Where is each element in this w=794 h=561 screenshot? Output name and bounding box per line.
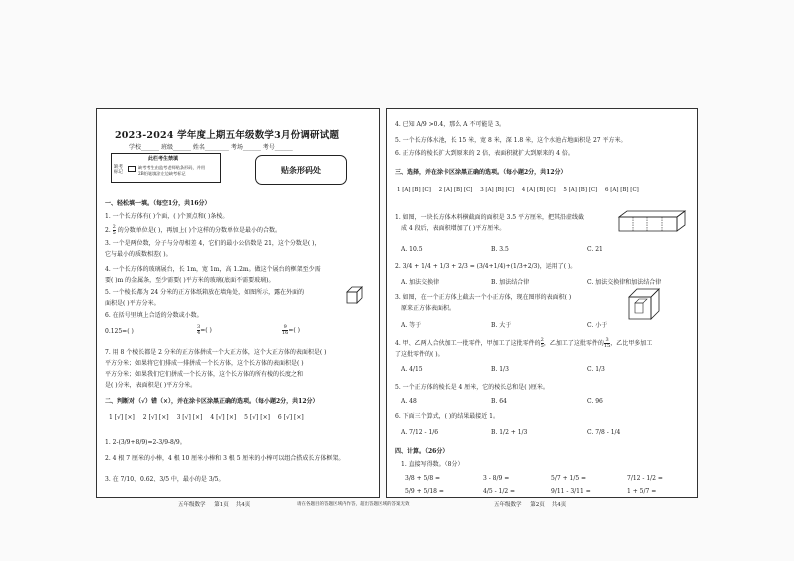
calc-1-3: 5/7 + 1/5 = <box>551 475 587 482</box>
frac-den: 5 <box>112 230 116 236</box>
frac-num: 2 <box>540 337 544 343</box>
bubble-6[interactable]: 6 [√] [×] <box>277 414 304 421</box>
frac-num: 3 <box>605 337 609 343</box>
choice-4-option-a: A. 4/15 <box>401 366 423 373</box>
choice-bubble-3[interactable]: 3 [A] [B] [C] <box>480 187 515 193</box>
frac-num: 3 <box>197 324 201 330</box>
absence-mark-box <box>128 166 136 172</box>
choice-1a: 1. 如图，一块长方体木料横截面的面积是 3.5 平方厘米，把其沿虚线截 <box>395 214 584 221</box>
choice-1b: 成 4 段后，表面积增加了( )平方厘米。 <box>401 225 506 232</box>
question-1-5b: 面积是( )平方分米。 <box>105 300 160 307</box>
choice-6-option-a: A. 7/12 - 1/6 <box>401 429 439 436</box>
choice-3-option-c: C. 小于 <box>587 322 608 329</box>
cut-cube-figure <box>627 287 663 321</box>
exam-page-1 <box>96 108 380 498</box>
exam-room-field: 考场______ <box>230 144 261 151</box>
calc-2-1: 5/9 + 5/18 = <box>405 488 444 495</box>
calc-1-1: 3/8 + 5/8 = <box>405 475 441 482</box>
bubble-5[interactable]: 5 [√] [×] <box>244 414 270 421</box>
c4-text-2: ，乙加工了这批零件的 <box>543 340 604 347</box>
footer-total-2: 共4页 <box>551 502 567 508</box>
absence-mark-label: 缺考标记 <box>114 165 123 175</box>
choice-5-option-b: B. 64 <box>491 398 507 405</box>
name-field: 姓名________ <box>192 144 229 151</box>
section-3-heading: 三、选择，并在涂卡区涂黑正确的选项。（每小题2分，共12分） <box>395 169 567 176</box>
footer-left <box>178 500 250 508</box>
choice-3-option-a: A. 等于 <box>401 322 422 329</box>
corner-cube-figure <box>345 285 365 305</box>
question-1-4b: 要( )m 的金属条，至少需要( )平方米的玻璃(底面不需要玻璃)。 <box>105 277 275 284</box>
q1-6-equation-2 <box>197 325 212 336</box>
c4-text-3: ，乙比甲多加工 <box>610 340 653 347</box>
footer-subject-1: 五年级数学 <box>178 502 206 508</box>
bubble-2[interactable]: 2 [√] [×] <box>142 414 169 421</box>
judgement-2: 2. 4 根 7 厘米的小棒，4 根 10 厘米小棒和 3 根 5 厘米的小棒可以组合搭成长方体框架。 <box>105 455 345 462</box>
choice-3a: 3. 如图，在一个正方体上截去一个小正方体，现在图形的表面积( ) <box>395 294 572 301</box>
choice-6-option-c: C. 7/8 - 1/4 <box>587 429 621 436</box>
q1-2-number: 2. <box>105 227 111 234</box>
calc-1-2: 3 - 8/9 = <box>483 475 510 482</box>
question-1-6: 6. 在括号里填上合适的分数或小数。 <box>105 312 203 319</box>
choice-4a <box>395 338 652 349</box>
frac-den: 5 <box>540 343 544 349</box>
choice-answer-bubbles <box>397 187 645 194</box>
barcode-area <box>255 155 347 185</box>
q1-2-fraction <box>113 225 116 236</box>
question-1-7d: 是( )分米，表面积是( )平方分米。 <box>105 382 197 389</box>
choice-bubble-1[interactable]: 1 [A] [B] [C] <box>397 187 431 193</box>
footer-page-1: 第1页 <box>214 502 229 508</box>
choice-1-option-b: B. 3.5 <box>491 246 509 253</box>
judgement-6: 6. 正方体的棱长扩大到原来的 2 倍，表面积就扩大到原来的 4 倍。 <box>395 150 574 157</box>
q1-2-text: 的分数单位是( )，再加上( )个这样的分数单位是最小的合数。 <box>117 227 281 234</box>
info-line <box>129 144 293 151</box>
choice-2-option-c: C. 加法交换律和加法结合律 <box>587 279 662 286</box>
judgement-5: 5. 一个长方体水池，长 15 米，宽 8 米，深 1.8 米，这个水池占地面积是 27 平方米。 <box>395 137 627 144</box>
choice-5-option-a: A. 48 <box>401 398 417 405</box>
bubble-4[interactable]: 4 [√] [×] <box>210 414 237 421</box>
choice-2-option-b: B. 加法结合律 <box>491 279 530 286</box>
question-1-1: 1. 一个长方体有( )个面，( )个顶点和( )条棱。 <box>105 213 229 220</box>
class-field: 班级______ <box>160 144 191 151</box>
footer-page-2: 第2页 <box>530 502 545 508</box>
choice-3-option-b: B. 大于 <box>491 322 512 329</box>
notice-line-1: 缺考考生由监考老师贴条形码，并用 <box>138 165 206 170</box>
c4-text-1: 4. 甲、乙两人合伙加工一批零件，甲加工了这批零件的 <box>395 340 541 347</box>
cuboid-wood-figure <box>617 209 689 233</box>
frac-den: 16 <box>282 330 289 336</box>
calc-1-4: 7/12 - 1/2 = <box>627 475 663 482</box>
question-1-7b: 平方分米；如果将它们排成一排拼成一个长方体，这个长方体的表面积是( ) <box>105 360 304 367</box>
judgement-answer-bubbles <box>109 414 310 421</box>
question-1-7a: 7. 用 8 个棱长都是 2 分米的正方体拼成一个大正方体，这个大正方体的表面积是( ) <box>105 349 327 356</box>
q1-6-equation-1: 0.125=( ) <box>105 328 134 335</box>
calc-heading: 1. 直接写得数。（8分） <box>401 461 464 468</box>
choice-bubble-4[interactable]: 4 [A] [B] [C] <box>521 187 556 193</box>
question-1-2 <box>105 225 281 236</box>
no-fill-notice-box <box>111 153 221 183</box>
question-1-7c: 平方分米；如果我们它们拼成一个长方体，这个长方体的所有棱的长度之和 <box>105 371 304 378</box>
section-4-heading: 四、计算。（26分） <box>395 448 449 455</box>
choice-3b: 原来正方体表面积。 <box>401 305 456 312</box>
notice-title: 此栏考生禁填 <box>148 156 179 162</box>
q1-6-eq3-rest: =( ) <box>288 327 300 334</box>
frac-den: 15 <box>603 343 611 349</box>
bubble-1[interactable]: 1 [√] [×] <box>109 414 135 421</box>
section-2-heading: 二、判断对（√）错（×），并在涂卡区涂黑正确的选项。（每小题2分，共12分） <box>105 398 319 405</box>
choice-bubble-5[interactable]: 5 [A] [B] [C] <box>563 187 598 193</box>
choice-1-option-a: A. 10.5 <box>401 246 423 253</box>
footer-total-1: 共4页 <box>235 502 251 508</box>
footer-right <box>494 500 566 508</box>
bubble-3[interactable]: 3 [√] [×] <box>176 414 203 421</box>
calc-2-4: 1 + 5/7 = <box>627 488 657 495</box>
choice-4-option-c: C. 1/3 <box>587 366 605 373</box>
choice-5: 5. 一个正方体的棱长是 4 厘米，它的棱长总和是( )厘米。 <box>395 384 549 391</box>
seat-field: 考号______ <box>262 144 293 151</box>
choice-4b: 了这批零件的( )。 <box>395 351 444 358</box>
choice-5-option-c: C. 96 <box>587 398 603 405</box>
q1-6-equation-3 <box>282 325 300 336</box>
footer-subject-2: 五年级数学 <box>494 502 522 508</box>
calc-2-3: 9/11 - 3/11 = <box>551 488 591 495</box>
exam-title: 2023-2024 学年度上期五年级数学3月份调研试题 <box>115 130 340 141</box>
frac-den: 4 <box>197 330 201 336</box>
q1-6-eq2-rest: =( ) <box>200 327 212 334</box>
choice-6-option-b: B. 1/2 + 1/3 <box>491 429 528 436</box>
choice-bubble-2[interactable]: 2 [A] [B] [C] <box>438 187 473 193</box>
choice-bubble-6[interactable]: 6 [A] [B] [C] <box>604 187 639 193</box>
notice-line-2: 2B铅笔填涂左边缺考标记 <box>138 171 186 176</box>
footer-notice: 请在各题目的答题区域内作答，超出答题区域的答案无效 <box>297 502 410 507</box>
judgement-3: 3. 在 7/10、0.62、3/5 中，最小的是 3/5。 <box>105 476 225 483</box>
exam-page-2 <box>386 108 698 498</box>
frac-num: 9 <box>283 324 287 330</box>
choice-6: 6. 下面三个算式，( )的结果最接近 1。 <box>395 413 499 420</box>
calc-2-2: 4/5 - 1/2 = <box>483 488 516 495</box>
barcode-label: 贴条形码处 <box>281 164 321 175</box>
question-1-3b: 它与最小的质数相差( )。 <box>105 251 172 258</box>
judgement-1: 1. 2-(3/9+8/9)=2-3/9-8/9。 <box>105 439 186 446</box>
choice-2-option-a: A. 加法交换律 <box>401 279 440 286</box>
choice-2: 2. 3/4 + 1/4 + 1/3 + 2/3 = (3/4+1/4)+(1/3+2/3)，运用了( )。 <box>395 263 577 270</box>
choice-1-option-c: C. 21 <box>587 246 603 253</box>
school-field: 学校______ <box>129 144 160 151</box>
question-1-5a: 5. 一个棱长都为 24 分米的正方体纸箱放在墙角处，如图所示，露在外面的 <box>105 289 305 296</box>
frac-num: 2 <box>112 224 116 230</box>
question-1-3a: 3. 一个是两位数，分子与分母相差 4，它们的最小公倍数是 21，这个分数是( )， <box>105 240 321 247</box>
section-1-heading: 一、轻松填一填。（每空1分，共16分） <box>105 200 211 207</box>
choice-4-option-b: B. 1/3 <box>491 366 509 373</box>
question-1-4a: 4. 一个长方体的玻璃展台，长 1m，宽 1m，高 1.2m。做这个展台的框架至少需 <box>105 266 321 273</box>
judgement-4: 4. 已知 A/9 >0.4，那么 A 不可能是 3。 <box>395 121 506 128</box>
